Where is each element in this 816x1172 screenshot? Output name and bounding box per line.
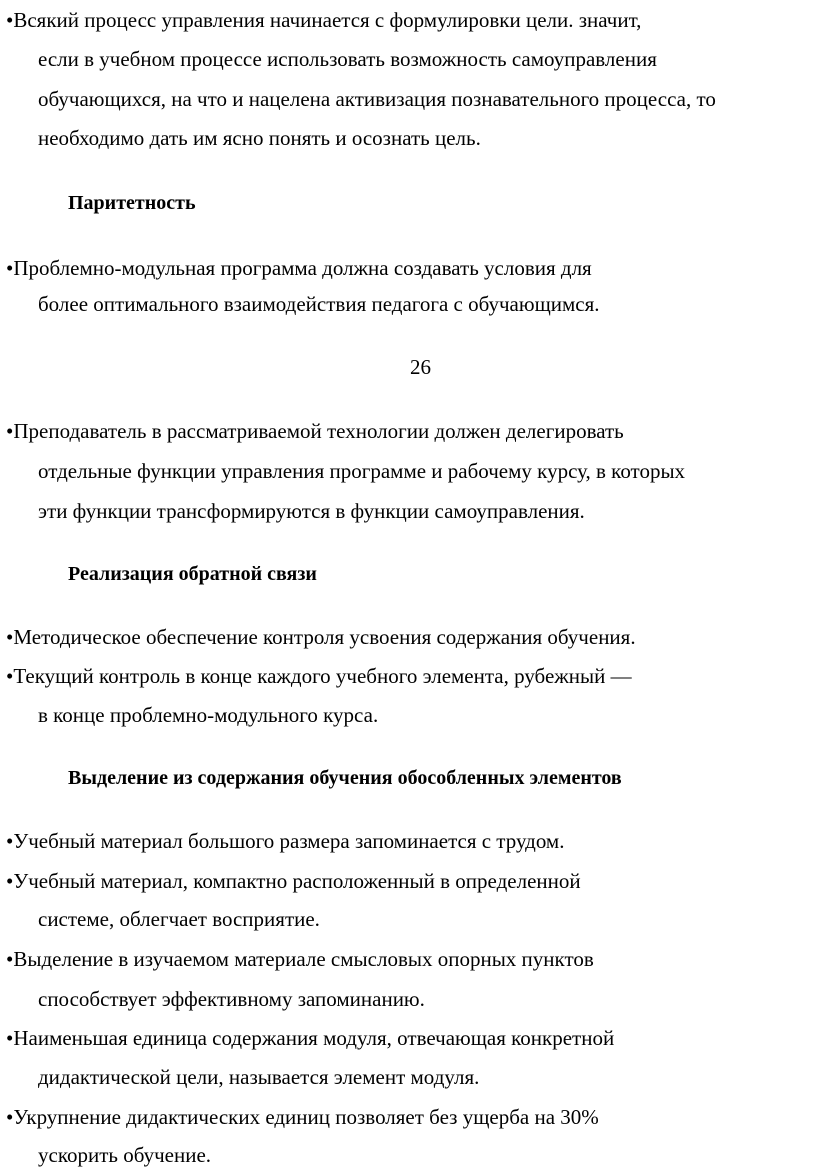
text-line: если в учебном процессе использовать возможность самоуправления xyxy=(38,47,657,71)
text-line: более оптимального взаимодействия педагога с обучающимся. xyxy=(38,292,600,316)
bullet-text-line: •Всякий процесс управления начинается с формулировки цели. значит, xyxy=(6,8,642,32)
bullet-text-line: •Учебный материал, компактно расположенный в определенной xyxy=(6,869,581,893)
bullet-text-line: •Учебный материал большого размера запоминается с трудом. xyxy=(6,829,565,853)
text-line: системе, облегчает восприятие. xyxy=(38,907,320,931)
text-line: дидактической цели, называется элемент модуля. xyxy=(38,1065,480,1089)
bullet-text-line: •Проблемно-модульная программа должна создавать условия для xyxy=(6,256,592,280)
bullet-text-line: •Выделение в изучаемом материале смысловых опорных пунктов xyxy=(6,947,594,971)
text-line: эти функции трансформируются в функции самоуправления. xyxy=(38,499,585,523)
text-line: способствует эффективному запоминанию. xyxy=(38,987,425,1011)
text-line: необходимо дать им ясно понять и осознать цель. xyxy=(38,126,481,150)
section-heading: Выделение из содержания обучения обособленных элементов xyxy=(68,767,622,789)
page-number: 26 xyxy=(410,355,431,379)
bullet-text-line: •Наименьшая единица содержания модуля, отвечающая конкретной xyxy=(6,1026,615,1050)
bullet-text-line: •Укрупнение дидактических единиц позволяет без ущерба на 30% xyxy=(6,1105,599,1129)
section-heading: Паритетность xyxy=(68,192,196,214)
text-line: в конце проблемно-модульного курса. xyxy=(38,703,379,727)
bullet-text-line: •Методическое обеспечение контроля усвоения содержания обучения. xyxy=(6,625,636,649)
bullet-text-line: •Преподаватель в рассматриваемой технологии должен делегировать xyxy=(6,419,624,443)
section-heading: Реализация обратной связи xyxy=(68,563,317,585)
text-line: ускорить обучение. xyxy=(38,1143,212,1167)
bullet-text-line: •Текущий контроль в конце каждого учебного элемента, рубежный — xyxy=(6,664,632,688)
text-line: отдельные функции управления программе и рабочему курсу, в которых xyxy=(38,459,686,483)
text-line: обучающихся, на что и нацелена активизация познавательного процесса, то xyxy=(38,87,716,111)
